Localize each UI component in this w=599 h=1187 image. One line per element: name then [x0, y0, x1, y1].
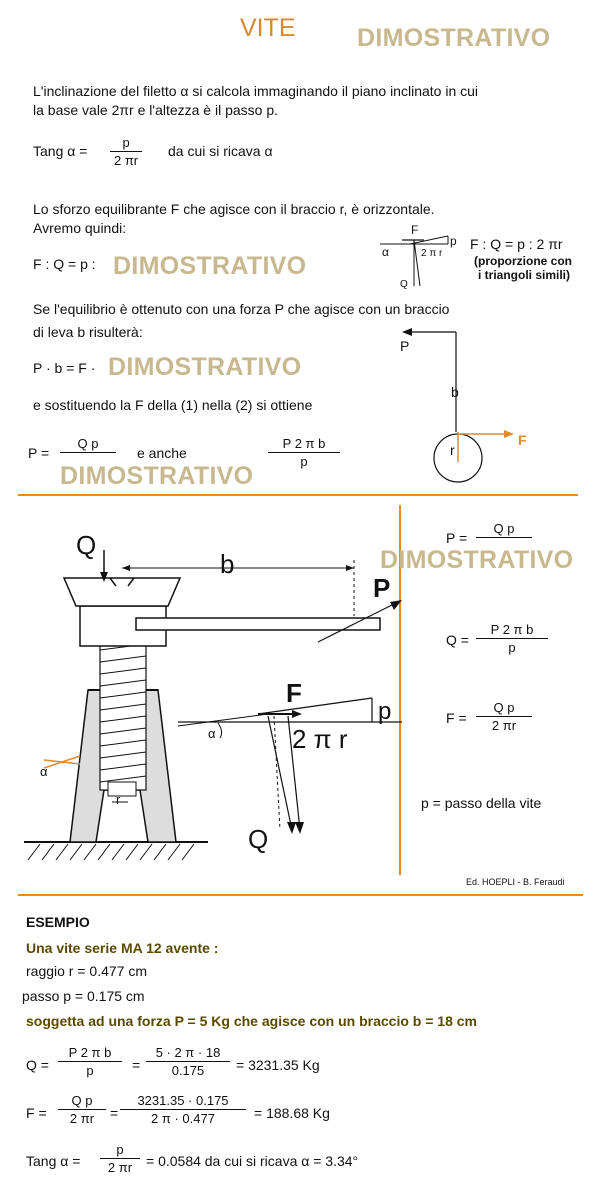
right-f-label: F =: [446, 710, 467, 726]
right-q-denominator: p: [508, 640, 516, 655]
proportion-similar-triangles: F : Q = p : 2 πr: [470, 236, 563, 252]
lever-equation: P · b = F ·: [33, 360, 96, 376]
q-numerator: P 2 π b: [268, 436, 340, 453]
ex-tang-fraction: [100, 1142, 140, 1175]
lever-label-b: b: [451, 384, 459, 400]
tang-label: Tang α =: [33, 143, 88, 159]
small-label-F: F: [411, 223, 419, 237]
watermark: DIMOSTRATIVO: [380, 546, 574, 574]
right-f-fraction: [476, 700, 532, 733]
passo-note: p = passo della vite: [421, 795, 542, 811]
esempio-line-4: soggetta ad una forza P = 5 Kg che agisce con un braccio b = 18 cm: [26, 1013, 477, 1029]
proportion-note-2: i triangoli simili): [478, 268, 571, 282]
right-f-numerator: Q p: [476, 700, 532, 717]
ex-f-label: F =: [26, 1105, 47, 1121]
ex-tang-den: 2 πr: [107, 1160, 133, 1175]
ex-f-den-1: 2 πr: [69, 1111, 95, 1126]
tang-denominator: 2 πr: [114, 153, 139, 168]
watermark: DIMOSTRATIVO: [357, 24, 551, 52]
ex-q-den-2: 0.175: [171, 1063, 205, 1078]
esempio-line-1: Una vite serie MA 12 avente :: [26, 940, 219, 956]
proportion-note-1: (proporzione con: [474, 254, 572, 268]
divider: [18, 894, 583, 896]
divider: [18, 494, 578, 496]
ex-q-fraction-2: [146, 1045, 230, 1078]
small-label-p: p: [450, 234, 457, 248]
ex-tang-result: = 0.0584 da cui si ricava α = 3.34°: [146, 1153, 359, 1169]
p-numerator: Q p: [60, 436, 116, 453]
jack-label-p: p: [378, 698, 392, 725]
ex-f-num-1: Q p: [58, 1093, 106, 1110]
intro-line-1: L'inclinazione del filetto α si calcola immaginando il piano inclinato in cui: [33, 83, 479, 99]
leva-line-1: Se l'equilibrio è ottenuto con una forza P che agisce con un braccio: [33, 301, 450, 317]
sforzo-line-1: Lo sforzo equilibrante F che agisce con il braccio r, è orizzontale.: [33, 201, 435, 217]
page-title: VITE: [240, 14, 296, 42]
sforzo-line-2: Avremo quindi:: [33, 220, 127, 236]
ex-q-num-1: P 2 π b: [58, 1045, 122, 1062]
watermark: DIMOSTRATIVO: [113, 252, 307, 280]
ex-f-fraction-2: [120, 1093, 246, 1126]
inclined-plane-small-diagram: [380, 226, 460, 290]
right-p-numerator: Q p: [476, 521, 532, 538]
ex-f-fraction-1: [58, 1093, 106, 1126]
q-denominator: p: [300, 454, 308, 469]
lever-diagram: [400, 320, 530, 490]
ex-q-result: = 3231.35 Kg: [236, 1057, 320, 1073]
ex-f-den-2: 2 π · 0.477: [151, 1111, 215, 1126]
screw-jack-diagram: [18, 520, 398, 870]
eq-and-also: e anche: [137, 445, 187, 461]
lever-label-r: r: [450, 442, 455, 458]
jack-label-alpha: α: [40, 764, 48, 779]
q-fraction: [268, 436, 340, 469]
ex-f-result: = 188.68 Kg: [254, 1105, 330, 1121]
right-p-fraction: [476, 521, 532, 538]
watermark: DIMOSTRATIVO: [108, 353, 302, 381]
leva-line-2: di leva b risulterà:: [33, 324, 143, 340]
credit: Ed. HOEPLI - B. Feraudi: [466, 877, 565, 887]
ex-q-den-1: p: [86, 1063, 94, 1078]
ex-tang-label: Tang α =: [26, 1153, 81, 1169]
esempio-line-2: raggio r = 0.477 cm: [26, 963, 148, 979]
jack-label-b: b: [220, 549, 235, 579]
jack-label-Q-bottom: Q: [248, 824, 269, 854]
small-label-2pir: 2 π r: [421, 248, 443, 259]
jack-label-r: r: [116, 792, 121, 807]
right-f-denominator: 2 πr: [491, 718, 517, 733]
jack-label-P: P: [373, 573, 391, 603]
tang-rhs: da cui si ricava α: [168, 143, 273, 159]
lever-label-F: F: [518, 432, 527, 448]
tang-fraction: [110, 135, 142, 168]
lever-label-P: P: [400, 338, 410, 354]
watermark: DIMOSTRATIVO: [60, 462, 254, 490]
proportion-equation: F : Q = p :: [33, 256, 96, 272]
small-label-alpha: α: [382, 245, 389, 259]
right-q-numerator: P 2 π b: [476, 622, 548, 639]
intro-line-2: la base vale 2πr e l'altezza è il passo p.: [33, 102, 279, 118]
ex-q-label: Q =: [26, 1057, 49, 1073]
jack-label-F: F: [286, 678, 302, 708]
p-equation-label: P =: [28, 445, 50, 461]
jack-label-Q: Q: [76, 530, 97, 560]
leva-line-3: e sostituendo la F della (1) nella (2) si ottiene: [33, 397, 313, 413]
ex-f-num-2: 3231.35 · 0.175: [120, 1093, 246, 1110]
tang-numerator: p: [110, 135, 142, 152]
esempio-line-3: passo p = 0.175 cm: [22, 988, 145, 1004]
jack-label-alpha-angle: α: [208, 726, 216, 741]
ex-tang-num: p: [100, 1142, 140, 1159]
right-q-fraction: [476, 622, 548, 655]
jack-label-2pir: 2 π r: [292, 724, 348, 754]
right-q-label: Q =: [446, 632, 469, 648]
ex-q-fraction-1: [58, 1045, 122, 1078]
small-label-Q: Q: [400, 279, 408, 290]
right-p-label: P =: [446, 530, 468, 546]
esempio-title: ESEMPIO: [26, 914, 90, 930]
ex-q-num-2: 5 · 2 π · 18: [146, 1045, 230, 1062]
